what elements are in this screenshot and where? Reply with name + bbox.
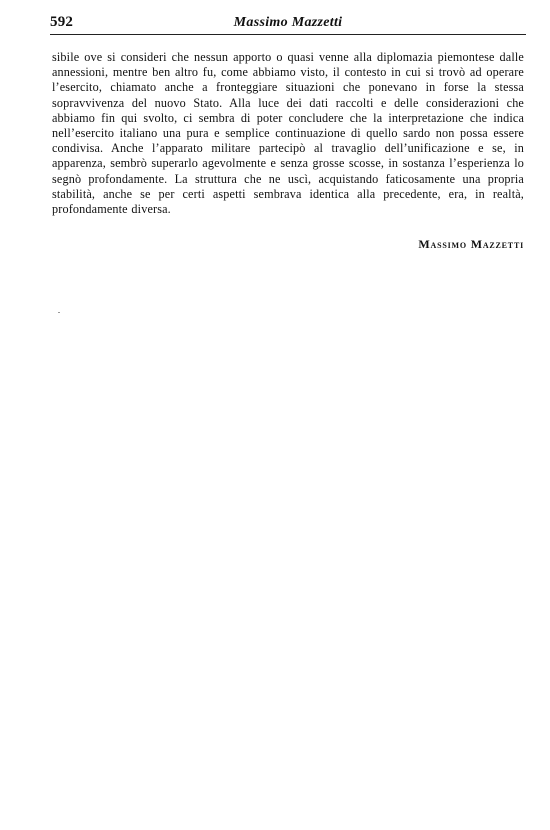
body-paragraph: sibile ove si consideri che nessun apporto o quasi venne alla diplomazia piemontese dalle annessioni, mentre ben altro fu, come abbiamo visto, il contesto in cui si trovò ad operare l’esercito, chiamato anche a fronteggiare situazioni che ponevano in forse la stessa sopravvivenza del nuovo Stato. Alla luce dei dati raccolti e delle considerazioni che abbiamo fin qui svolto, ci sembra di poter concludere che la interpretazione che indica nell’esercito italiano una pura e semplice continuazione di quello sardo non possa essere condivisa. Anche l’apparato militare partecipò al travaglio dell’unificazione e se, in apparenza, sembrò superarlo agevolmente e senza grosse scosse, in sostanza l’esperienza lo segnò profondamente. La struttura che ne uscì, acquistando faticosamente una propria stabilità, anche se per certi aspetti sembrava identica alla precedente, era, in realtà, profondamente diversa.: [52, 50, 524, 217]
scan-speck: [58, 312, 60, 313]
page-header: [50, 12, 526, 36]
header-rule: [50, 34, 526, 35]
page-number: 592: [50, 14, 74, 30]
running-head-author: Massimo Mazzetti: [233, 15, 343, 30]
author-signature: Massimo Mazzetti: [418, 237, 524, 251]
